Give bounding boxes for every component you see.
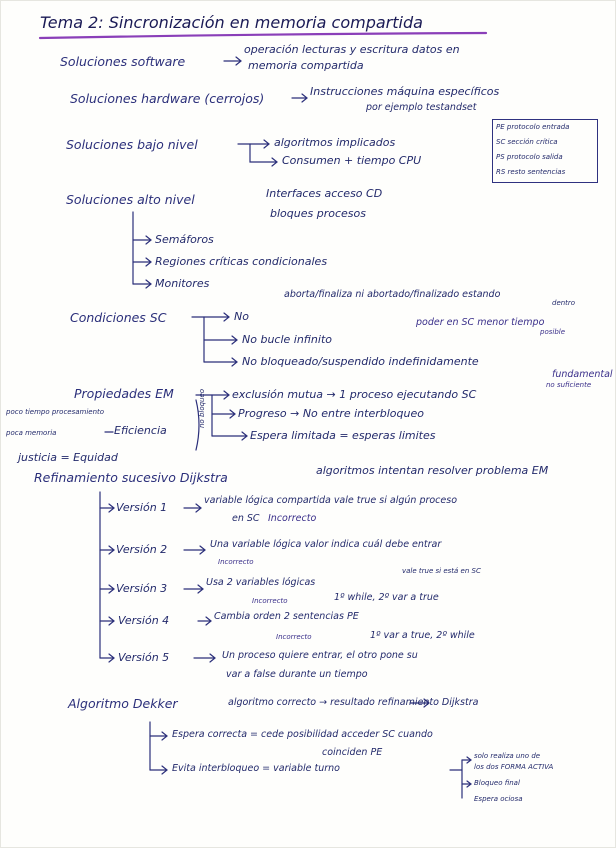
legend-row-sc: SC sección crítica xyxy=(496,138,558,146)
bajo-nivel-item-1: algoritmos implicados xyxy=(274,136,396,149)
dekker-espera-2: coinciden PE xyxy=(322,747,383,758)
side-note-1: poco tiempo procesamiento xyxy=(6,408,105,416)
soluciones-software-desc-2: memoria compartida xyxy=(248,59,364,72)
propiedad-progreso: Progreso → No entre interbloqueo xyxy=(238,407,424,420)
page-title: Tema 2: Sincronización en memoria compartida xyxy=(40,13,423,32)
legend-row-ps: PS protocolo salida xyxy=(496,153,563,161)
condiciones-sc-label: Condiciones SC xyxy=(70,310,167,325)
version-5-name: Versión 5 xyxy=(118,651,170,664)
propiedades-em-label: Propiedades EM xyxy=(74,386,174,401)
soluciones-hardware-desc-2: por ejemplo testandset xyxy=(366,102,477,113)
version-4-tag: Incorrecto xyxy=(276,633,312,641)
propiedad-eficiencia: Eficiencia xyxy=(114,424,167,437)
version-3-line-1: Usa 2 variables lógicas xyxy=(206,577,316,588)
version-5-line-1: Un proceso quiere entrar, el otro pone su xyxy=(222,650,418,661)
refinamiento-desc: algoritmos intentan resolver problema EM xyxy=(316,464,549,477)
alto-nivel-desc-1: Interfaces acceso CD xyxy=(266,187,383,200)
version-2-line-1: Una variable lógica valor indica cuál debe entrar xyxy=(210,539,442,550)
version-1-line-2: en SC xyxy=(232,513,260,524)
version-1-tag: Incorrecto xyxy=(268,513,317,524)
dekker-label: Algoritmo Dekker xyxy=(68,696,178,711)
bajo-nivel-item-2: Consumen + tiempo CPU xyxy=(282,154,422,167)
fundamental-note-1: fundamental xyxy=(552,369,613,380)
refinamiento-label: Refinamiento sucesivo Dijkstra xyxy=(34,470,228,485)
condiciones-note-top-1: aborta/finaliza ni abortado/finalizado estando xyxy=(284,289,501,300)
condiciones-note-top-2: dentro xyxy=(552,299,576,307)
abbreviation-legend xyxy=(492,119,598,183)
condiciones-item-bloqueo: No bloqueado/suspendido indefinidamente xyxy=(242,355,479,368)
version-3-tag: Incorrecto xyxy=(252,597,288,605)
title-underline xyxy=(40,33,486,38)
dekker-branch-1-line-2: los dos FORMA ACTIVA xyxy=(474,763,554,771)
dekker-desc: algoritmo correcto → resultado refinamiento Dijkstra xyxy=(228,697,479,708)
version-4-name: Versión 4 xyxy=(118,614,170,627)
version-4-extra: 1º var a true, 2º while xyxy=(370,630,475,641)
legend-row-rs: RS resto sentencias xyxy=(496,168,566,176)
legend-row-pe: PE protocolo entrada xyxy=(496,123,570,131)
soluciones-alto-nivel-label: Soluciones alto nivel xyxy=(66,192,195,207)
version-1-line-1: variable lógica compartida vale true si algún proceso xyxy=(204,495,458,506)
soluciones-software-desc-1: operación lecturas y escritura datos en xyxy=(244,43,460,56)
no-bloqueo-vertical-label: no bloqueo xyxy=(198,388,206,428)
version-3-line-2: vale true si está en SC xyxy=(402,567,481,575)
version-3-extra: 1º while, 2º var a true xyxy=(334,592,439,603)
condiciones-note-right-2: posible xyxy=(540,328,566,336)
soluciones-bajo-nivel-label: Soluciones bajo nivel xyxy=(66,137,198,152)
dekker-branch-2: Bloqueo final xyxy=(474,779,520,787)
dekker-evita: Evita interbloqueo = variable turno xyxy=(172,763,340,774)
version-2-tag: Incorrecto xyxy=(218,558,254,566)
condiciones-item-bucle: No bucle infinito xyxy=(242,333,332,346)
alto-nivel-item-semaforos: Semáforos xyxy=(155,233,214,246)
dekker-branch-1-line-1: solo realiza uno de xyxy=(474,752,541,760)
side-note-2: poca memoria xyxy=(6,429,57,437)
version-5-line-2: var a false durante un tiempo xyxy=(226,669,368,680)
version-1-name: Versión 1 xyxy=(116,501,168,514)
version-3-name: Versión 3 xyxy=(116,582,168,595)
alto-nivel-item-regiones: Regiones críticas condicionales xyxy=(155,255,328,268)
condiciones-note-right-1: poder en SC menor tiempo xyxy=(416,317,545,328)
soluciones-hardware-label: Soluciones hardware (cerrojos) xyxy=(70,91,265,106)
propiedad-espera: Espera limitada = esperas limites xyxy=(250,429,436,442)
soluciones-hardware-desc-1: Instrucciones máquina específicos xyxy=(310,85,500,98)
dekker-espera-1: Espera correcta = cede posibilidad acceder SC cuando xyxy=(172,729,433,740)
soluciones-software-label: Soluciones software xyxy=(60,54,186,69)
propiedad-exclusion: exclusión mutua → 1 proceso ejecutando SC xyxy=(232,388,477,401)
version-4-line-1: Cambia orden 2 sentencias PE xyxy=(214,611,359,622)
propiedad-justicia: justicia = Equidad xyxy=(18,451,118,464)
fundamental-note-2: no suficiente xyxy=(546,381,592,389)
version-2-name: Versión 2 xyxy=(116,543,168,556)
dekker-branch-3: Espera ociosa xyxy=(474,795,523,803)
alto-nivel-desc-2: bloques procesos xyxy=(270,207,366,220)
alto-nivel-item-monitores: Monitores xyxy=(155,277,210,290)
condiciones-item-no: No xyxy=(234,310,249,323)
